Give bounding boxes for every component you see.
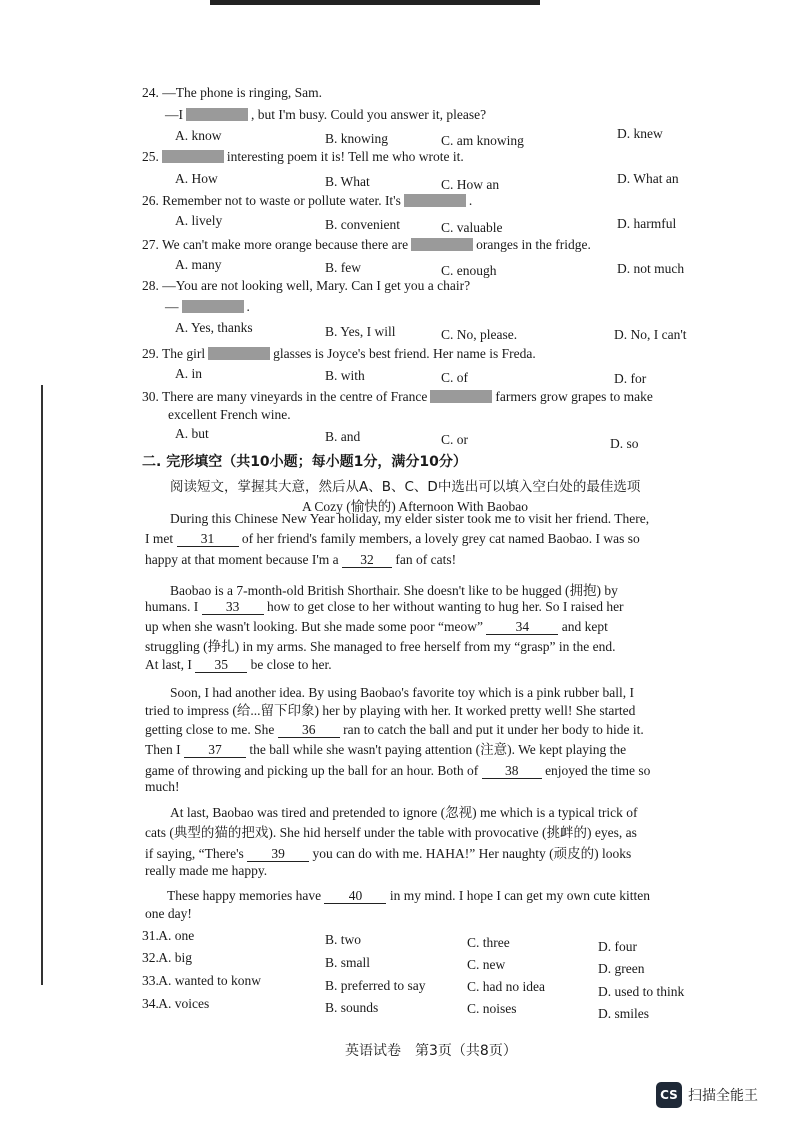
answer-32-option-d: D. green [598,961,645,976]
answer-32-option-c: C. new [467,957,506,972]
answer-blank [411,238,473,251]
answer-33-option-c: C. had no idea [467,979,545,994]
option-b: B. few [325,260,361,275]
passage-line: Baobao is a 7-month-old British Shorthair. She doesn't like to be hugged (拥抱) by [170,583,618,598]
blank-37: 37 [184,742,246,758]
blank-32: 32 [342,552,392,568]
answer-31-option-a: 31. A. one [142,928,195,943]
blank-38: 38 [482,763,542,779]
option-a: A. in [175,366,202,381]
option-b: B. Yes, I will [325,324,396,339]
answer-33-option-d: D. used to think [598,984,685,999]
passage-line: These happy memories have 40 in my mind. I hope I can get my own cute kitten [167,888,651,903]
question-30-stem: 30. There are many vineyards in the centre of France farmers grow grapes to make [142,389,653,404]
scanner-brand-text: 扫描全能王 [688,1088,758,1104]
option-b: B. with [325,368,365,383]
option-d: D. not much [617,261,685,276]
option-a: A. How [175,171,218,186]
passage-line: game of throwing and picking up the ball for an hour. Both of 38 enjoyed the time so [145,763,651,778]
passage-line: During this Chinese New Year holiday, my elder sister took me to visit her friend. There, [170,511,650,526]
passage-line: really made me happy. [145,863,268,878]
camscanner-logo-icon: CS [656,1082,682,1108]
option-d: D. for [614,371,647,386]
answer-blank [208,347,270,360]
option-c: C. How an [441,177,500,192]
option-c: C. enough [441,263,497,278]
option-a: A. but [175,426,209,441]
answer-33-option-b: B. preferred to say [325,978,426,993]
passage-line: tried to impress (给...留下印象) her by playing with her. It worked pretty well! She started [145,703,636,718]
option-b: B. and [325,429,361,444]
answer-34-option-b: B. sounds [325,1000,379,1015]
page-footer: 英语试卷 第3页（共8页） [345,1043,517,1059]
passage-line: I met 31 of her friend's family members, a lovely grey cat named Baobao. I was so [145,531,640,546]
question-24-stem: 24. —The phone is ringing, Sam. [142,85,322,100]
option-a: A. know [175,128,222,143]
scanner-watermark [656,1082,758,1108]
section-title: 二. 完形填空（共10小题；每小题1分，满分10分） [142,454,467,470]
option-d: D. so [610,436,639,451]
passage-line: much! [145,779,180,794]
answer-31-option-d: D. four [598,939,637,954]
option-c: C. of [441,370,468,385]
answer-34-option-d: D. smiles [598,1006,650,1021]
option-d: D. knew [617,126,663,141]
answer-blank [182,300,244,313]
option-a: A. lively [175,213,223,228]
option-c: C. valuable [441,220,503,235]
option-c: C. No, please. [441,327,518,342]
answer-34-option-c: C. noises [467,1001,517,1016]
question-28-reply: — . [165,299,250,314]
question-30-continued: excellent French wine. [168,407,291,422]
question-25-stem: 25. interesting poem it is! Tell me who wrote it. [142,149,464,164]
passage-line: getting close to me. She 36 ran to catch the ball and put it under her body to hide it. [145,722,644,737]
blank-40: 40 [324,888,386,904]
section-instruction: 阅读短文，掌握其大意，然后从A、B、C、D中选出可以填入空白处的最佳选项 [170,479,641,495]
passage-line: happy at that moment because I'm a 32 fan of cats! [145,552,457,567]
passage-line: one day! [145,906,192,921]
passage-line: up when she wasn't looking. But she made some poor “meow” 34 and kept [145,619,608,634]
answer-32-option-a: 32. A. big [142,950,192,965]
option-c: C. or [441,432,468,447]
option-b: B. What [325,174,370,189]
option-d: D. What an [617,171,679,186]
passage-line: At last, I 35 be close to her. [145,657,332,672]
answer-blank [162,150,224,163]
passage-line: cats (典型的猫的把戏). She hid herself under the table with provocative (挑衅的) eyes, as [145,825,637,840]
answer-34-option-a: 34. A. voices [142,996,210,1011]
question-28-stem: 28. —You are not looking well, Mary. Can I get you a chair? [142,278,471,293]
passage-line: if saying, “There's 39 you can do with me. HAHA!” Her naughty (顽皮的) looks [145,846,632,861]
question-24-reply: —I , but I'm busy. Could you answer it, please? [165,107,487,122]
answer-33-option-a: 33. A. wanted to konw [142,973,261,988]
option-d: D. harmful [617,216,677,231]
passage-title: A Cozy (愉快的) Afternoon With Baobao [302,499,529,514]
blank-36: 36 [278,722,340,738]
option-c: C. am knowing [441,133,524,148]
question-29-stem: 29. The girl glasses is Joyce's best friend. Her name is Freda. [142,346,536,361]
passage-line: Soon, I had another idea. By using Baobao's favorite toy which is a pink rubber ball, I [170,685,634,700]
answer-blank [430,390,492,403]
answer-31-option-b: B. two [325,932,362,947]
passage-line: At last, Baobao was tired and pretended to ignore (忽视) me which is a typical trick of [170,805,638,820]
option-a: A. Yes, thanks [175,320,253,335]
option-b: B. convenient [325,217,400,232]
question-27-stem: 27. We can't make more orange because there are oranges in the fridge. [142,237,591,252]
answer-blank [186,108,248,121]
blank-39: 39 [247,846,309,862]
passage-line: humans. I 33 how to get close to her without wanting to hug her. So I raised her [145,599,624,614]
blank-34: 34 [486,619,558,635]
blank-31: 31 [177,531,239,547]
answer-32-option-b: B. small [325,955,371,970]
blank-35: 35 [195,657,247,673]
option-b: B. knowing [325,131,389,146]
answer-31-option-c: C. three [467,935,510,950]
option-d: D. No, I can't [614,327,687,342]
option-a: A. many [175,257,222,272]
passage-line: struggling (挣扎) in my arms. She managed to free herself from my “grasp” in the end. [145,639,616,654]
passage-line: Then I 37 the ball while she wasn't paying attention (注意). We kept playing the [145,742,627,757]
question-26-stem: 26. Remember not to waste or pollute water. It's . [142,193,473,208]
answer-blank [404,194,466,207]
blank-33: 33 [202,599,264,615]
